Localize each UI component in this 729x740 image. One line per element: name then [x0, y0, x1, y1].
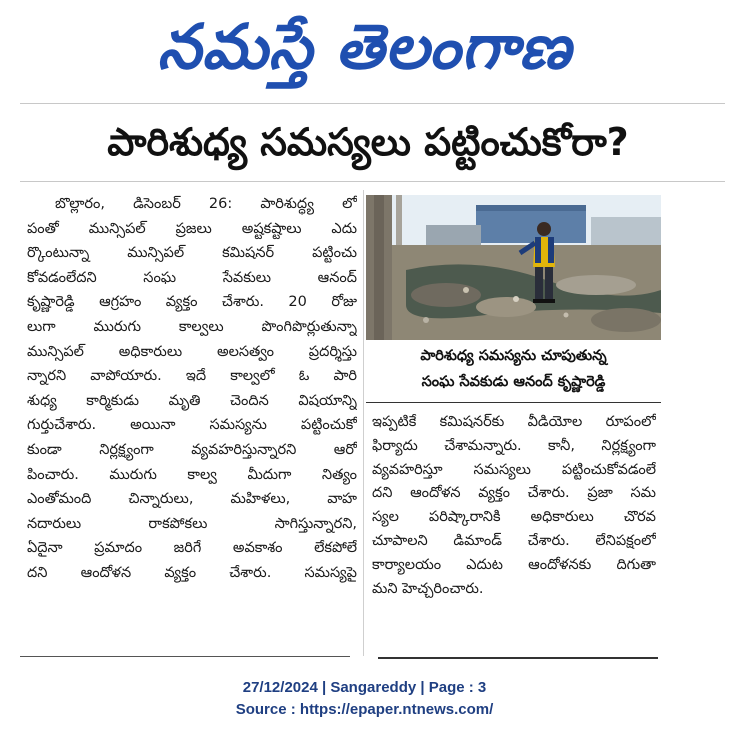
headline-divider	[20, 181, 725, 182]
text-line: బొల్లారం, డిసెంబర్ 26: పారిశుద్ధ్య లో	[55, 196, 357, 212]
text-line: న్నారని వాపోయారు. ఇదే కాల్వలో ఓ పారి	[27, 368, 357, 385]
text-line: చూపాలని డిమాండ్ చేశారు. లేనిపక్షంలో	[372, 532, 656, 549]
text-line: కృష్ణారెడ్డి ఆగ్రహం వ్యక్తం చేశారు. 20 రోజు	[27, 294, 357, 311]
caption-line: సంఘ సేవకుడు ఆనంద్ కృష్ణారెడ్డి	[421, 374, 606, 390]
bottom-divider-right	[378, 657, 658, 659]
top-divider	[20, 103, 725, 104]
text-line: ఎంతోమంది చిన్నారులు, మహిళలు, వాహ	[27, 491, 357, 508]
text-line: ఏదైనా ప్రమాదం జరిగే అవకాశం లేకపోలే	[27, 540, 357, 557]
text-line: పించారు. మురుగు కాల్వ మీదుగా నిత్యం	[27, 466, 357, 483]
column-divider	[363, 190, 364, 656]
footer-source: Source : https://epaper.ntnews.com/	[235, 701, 494, 718]
text-line: కార్యాలయం ఎదుట ఆందోళనకు దిగుతా	[372, 556, 656, 573]
text-line: మున్సిపల్ అధికారులు అలసత్వం ప్రదర్శిస్తు	[27, 343, 357, 360]
text-line: దని ఆందోళన వ్యక్తం చేశారు. సమస్యపై	[27, 564, 357, 581]
text-line: లుగా మురుగు కాల్వలు పొంగిపొర్లుతున్నా	[27, 318, 357, 335]
photo-drain-inspection-icon	[366, 195, 661, 340]
masthead-logo: నమస్తే తెలంగాణ	[157, 10, 572, 83]
text-line: పంతో మున్సిపల్ ప్రజలు అష్టకష్టాలు ఎదు	[27, 220, 357, 237]
text-line: శుధ్య కార్మికుడు మృతి చెందిన విషయాన్ని	[27, 392, 357, 409]
text-line: స్యల పరిష్కారానికి అధికారులు చొరవ	[372, 509, 656, 526]
text-line: దని ఆందోళన వ్యక్తం చేశారు. ప్రజా సమ	[372, 485, 656, 502]
article-photo	[366, 195, 661, 340]
article-right-column	[372, 411, 656, 601]
page-footer	[0, 677, 729, 721]
text-line: వ్యవహరిస్తూ సమస్యలు పట్టించుకోవడంలే	[372, 461, 656, 478]
photo-caption	[366, 343, 661, 399]
text-line: ఫిర్యాదు చేశామన్నారు. కానీ, నిర్లక్ష్యంగా	[372, 437, 656, 454]
footer-date-edition: 27/12/2024 | Sangareddy | Page : 3	[242, 679, 487, 696]
article-headline: పారిశుధ్య సమస్యలు పట్టించుకోరా?	[107, 120, 629, 164]
bottom-divider-left	[20, 656, 350, 657]
text-line: కోవడంలేదని సంఘ సేవకులు ఆనంద్	[27, 269, 357, 286]
text-line: ర్కొంటున్నా మున్సిపల్ కమిషనర్ పట్టించు	[27, 245, 357, 262]
article-left-column	[27, 192, 357, 586]
text-line: గుర్తుచేశారు. అయినా సమస్యను పట్టించుకో	[27, 417, 357, 434]
text-line: కుండా నిర్లక్ష్యంగా వ్యవహరిస్తున్నారని ఆరో	[27, 441, 357, 458]
text-line: నదారులు రాకపోకలు సాగిస్తున్నారని,	[27, 515, 357, 532]
text-line: మని హెచ్చరించారు.	[372, 580, 484, 597]
text-line: ఇప్పటికే కమిషనర్‌కు వీడియోల రూపంలో	[372, 414, 656, 430]
caption-divider	[366, 402, 661, 403]
caption-line: పారిశుధ్య సమస్యను చూపుతున్న	[420, 348, 607, 364]
